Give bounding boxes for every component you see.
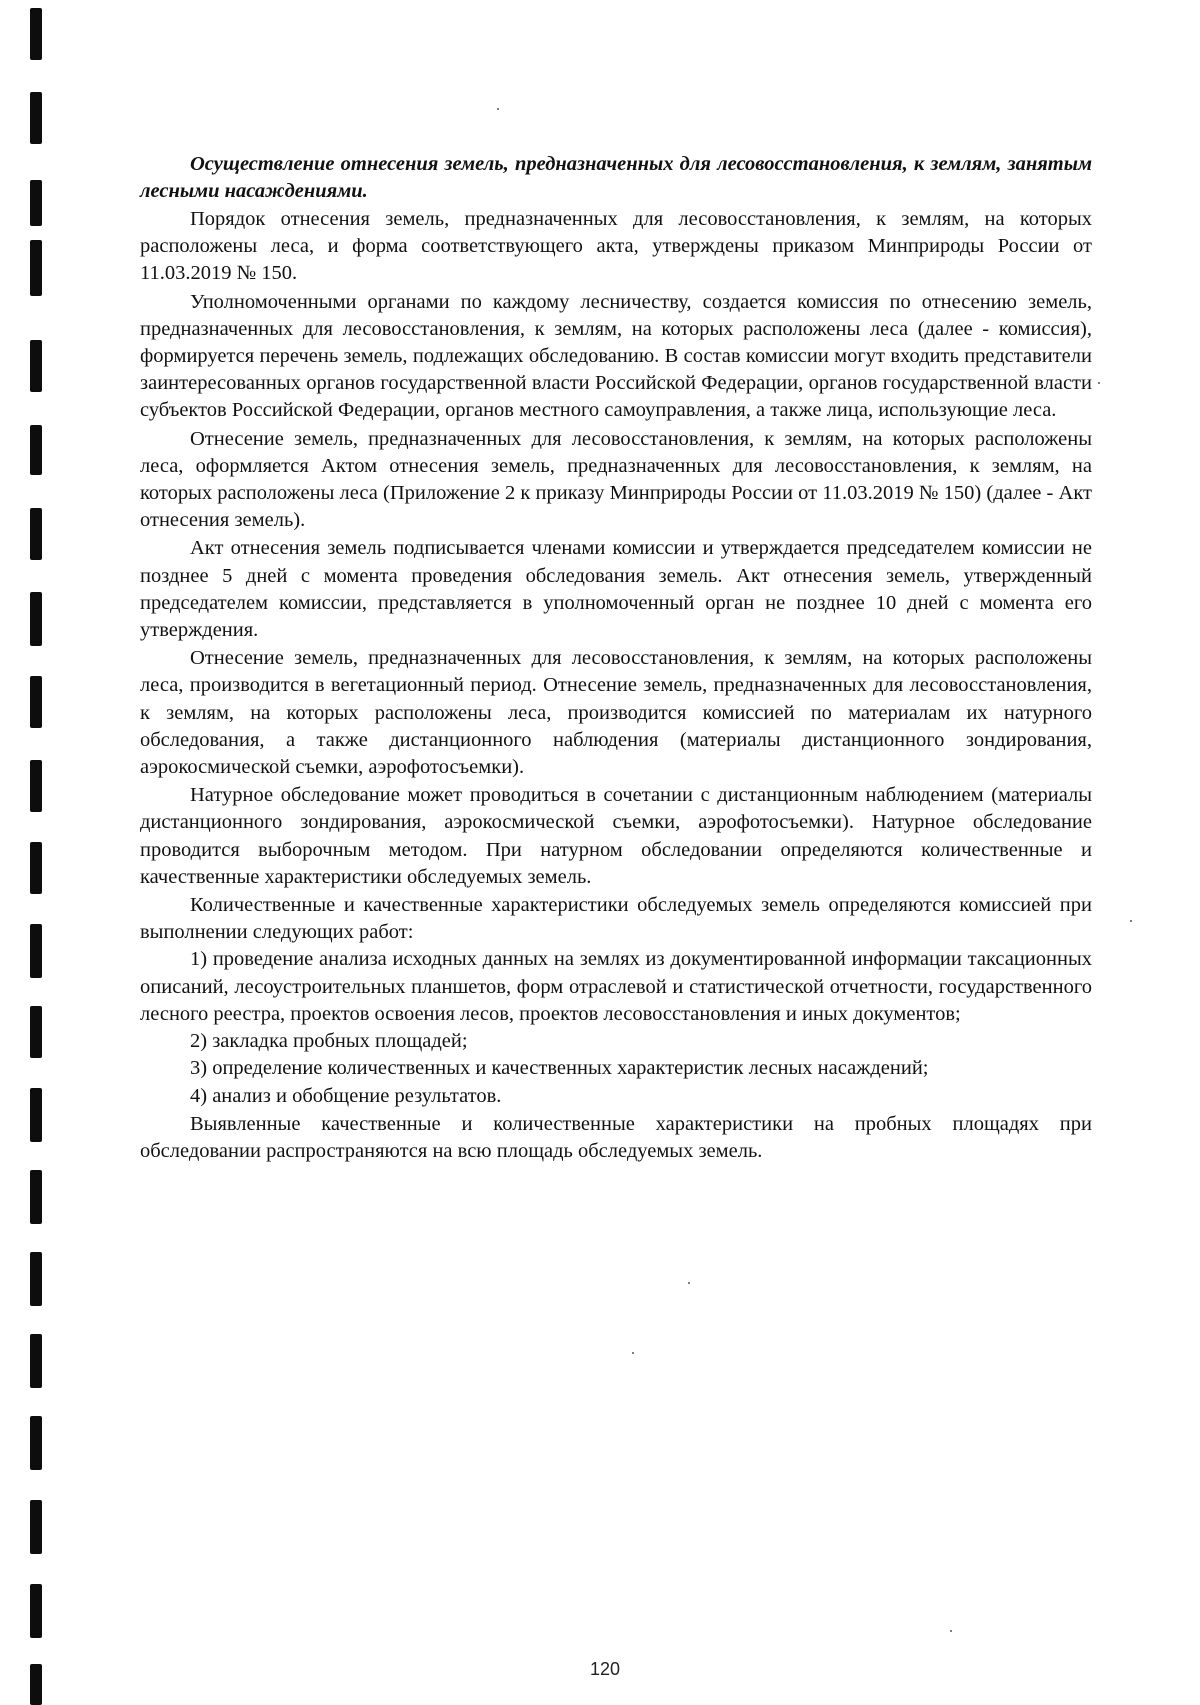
binding-holes	[0, 0, 60, 1705]
scan-speck	[497, 108, 499, 110]
paragraph: Натурное обследование может проводиться в сочетании с дистанционным наблюдением (материалы дистанционного зондирования, аэрокосмической съемки, аэрофотосъемки). Натурное обследование проводится выборочным методом. При натурном обследовании определяются количественные и качественные характеристики обследуемых земель.	[140, 784, 1092, 888]
binding-mark	[30, 1416, 42, 1470]
binding-mark	[30, 1500, 42, 1554]
binding-mark	[30, 240, 42, 296]
list-item: 4) анализ и обобщение результатов.	[190, 1084, 502, 1107]
binding-mark	[30, 924, 42, 978]
page-number: 120	[589, 1659, 621, 1679]
binding-mark	[30, 180, 42, 226]
closing-paragraph: Выявленные качественные и количественные характеристики на пробных площадях при обследовании распространяются на всю площадь обследуемых земель.	[140, 1112, 1092, 1162]
binding-mark	[30, 1664, 42, 1705]
paragraph: Количественные и качественные характеристики обследуемых земель определяются комиссией при выполнении следующих работ:	[140, 894, 1092, 944]
binding-mark	[30, 592, 42, 646]
list-item: 3) определение количественных и качественных характеристик лесных насаждений;	[190, 1057, 929, 1080]
paragraph: Отнесение земель, предназначенных для лесовосстановления, к землям, на которых расположены леса, производится в вегетационный период. Отнесение земель, предназначенных для лесовосстановления, к землям, на которых расположены леса, производится комиссией по материалам их натурного обследования, а также дистанционного наблюдения (материалы дистанционного зондирования, аэрокосмической съемки, аэрофотосъемки).	[140, 647, 1092, 779]
binding-mark	[30, 1334, 42, 1388]
paragraph: Отнесение земель, предназначенных для лесовосстановления, к землям, на которых расположены леса, оформляется Актом отнесения земель, предназначенных для лесовосстановления, к землям, на которых расположены леса (Приложение 2 к приказу Минприроды России от 11.03.2019 № 150) (далее - Акт отнесения земель).	[140, 427, 1092, 532]
list-item: 2) закладка пробных площадей;	[190, 1030, 468, 1053]
scan-speck	[950, 1630, 952, 1632]
paragraph: Уполномоченными органами по каждому лесничеству, создается комиссия по отнесению земель, предназначенных для лесовосстановления, к землям, на которых расположены леса (далее - комиссия), формируется перечень земель, подлежащих обследованию. В состав комиссии могут входить представители заинтересованных органов государственной власти Российской Федерации, органов государственной власти субъектов Российской Федерации, органов местного самоуправления, а также лица, использующие леса.	[140, 290, 1092, 422]
scan-speck	[632, 1352, 634, 1354]
scan-speck	[688, 1282, 690, 1284]
paragraph: Акт отнесения земель подписывается членами комиссии и утверждается председателем комиссии не позднее 5 дней с момента проведения обследования земель. Акт отнесения земель, утвержденный председателем комиссии, представляется в уполномоченный орган не позднее 10 дней с момента его утверждения.	[140, 537, 1092, 642]
binding-mark	[30, 8, 42, 60]
binding-mark	[30, 760, 42, 812]
binding-mark	[30, 1170, 42, 1224]
section-heading: Осуществление отнесения земель, предназначенных для лесовосстановления, к землям, занятым лесными насаждениями.	[140, 153, 1092, 202]
binding-mark	[30, 425, 42, 475]
binding-mark	[30, 1584, 42, 1638]
binding-mark	[30, 1252, 42, 1306]
paragraph: Порядок отнесения земель, предназначенных для лесовосстановления, к землям, на которых расположены леса, и форма соответствующего акта, утверждены приказом Минприроды России от 11.03.2019 № 150.	[140, 208, 1092, 285]
scan-speck	[1130, 920, 1132, 922]
binding-mark	[30, 1088, 42, 1142]
scan-speck	[1098, 382, 1100, 384]
binding-mark	[30, 92, 42, 144]
binding-mark	[30, 842, 42, 894]
page-body	[140, 151, 1092, 1165]
binding-mark	[30, 508, 42, 560]
binding-mark	[30, 676, 42, 728]
binding-mark	[30, 340, 42, 392]
binding-mark	[30, 1006, 42, 1058]
list-item: 1) проведение анализа исходных данных на землях из документированной информации таксационных описаний, лесоустроительных планшетов, форм отраслевой и статистической отчетности, государственного лесного реестра, проектов освоения лесов, проектов лесовосстановления и иных документов;	[140, 948, 1092, 1025]
